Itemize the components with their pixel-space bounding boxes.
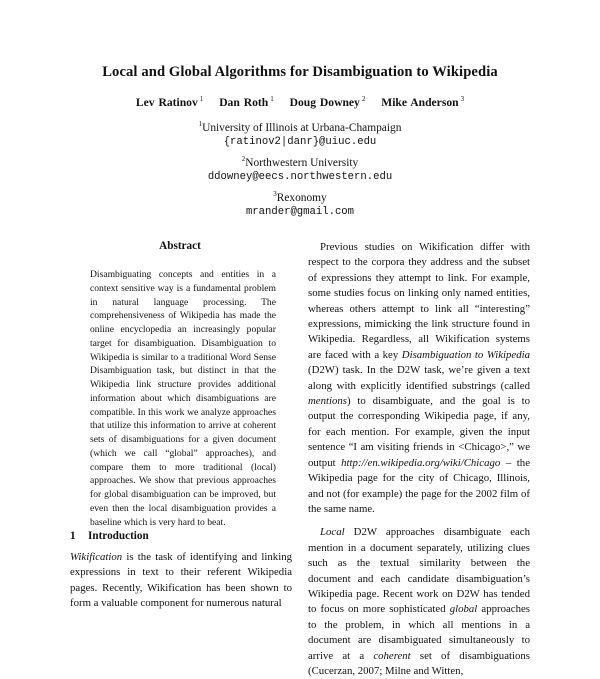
paper-title: Local and Global Algorithms for Disambiguation to Wikipedia [102, 64, 498, 80]
abstract-text: Disambiguating concepts and entities in a context sensitive way is a fundamental problem in natural language processing. The comprehensiveness of Wikipedia has made the online encyclopedia an increasingly popular target for disambiguation. Disambiguation to Wikipedia is similar to a traditional Word Sense Disambiguation task, but distinct in that the Wikipedia link structure provides additional information about which disambiguations are compatible. In this work we analyze approaches that utilize this information to arrive at coherent sets of disambiguations for a given document (which we call “global” approaches), and compare them to more traditional (local) approaches. We show that previous approaches for global disambiguation can be improved, but even then the local disambiguation provides a baseline which is very hard to beat. [90, 269, 276, 528]
affiliation-3-email: mrander@gmail.com [245, 206, 355, 218]
author: Doug Downey $^2$ [289, 95, 366, 109]
right-column [308, 240, 530, 679]
affiliation-2: $^2$Northwestern University [241, 155, 359, 169]
author: Mike Anderson $^3$ [381, 95, 465, 109]
author: Lev Ratinov $^1$ [135, 95, 204, 109]
abstract-heading: Abstract [159, 240, 201, 252]
affiliation-1-email: {ratinov2|danr}@uiuc.edu [223, 136, 377, 148]
paragraph: Previous studies on Wikification differ with respect to the corpora they address and the subset of expressions they attempt to link. For example, some studies focus on linking only named entities, whereas others attempt to link all “interesting” expressions, mimicking the link structure found in Wikipedia. Regardless, all Wikification systems are faced with a key Disambiguation to Wikipedia (D2W) task. In the D2W task, we’re given a text along with explicitly identified substrings (called mentions) to disambiguate, and the goal is to output the corresponding Wikipedia page, if any, for each mention. For example, given the input sentence “I am visiting friends in <Chicago>,” we output http://en.wikipedia.org/wiki/Chicago – the Wikipedia page for the city of Chicago, Illinois, and not (for example) the page for the 2002 film of the same name. [308, 241, 530, 515]
author-list [0, 95, 600, 109]
affiliation-3: $^3$Rexonomy [273, 190, 327, 204]
intro-paragraph: Wikification is the task of identifying and linking expressions in text to their referent Wikipedia pages. Recently, Wikification has been shown to form a valuable component for numerous natural [70, 551, 292, 610]
affiliation-1: $^1$University of Illinois at Urbana-Champaign [198, 120, 402, 134]
example-url: http://en.wikipedia.org/wiki/Chicago [341, 456, 501, 469]
section-heading: 1 Introduction [70, 530, 149, 542]
paragraph: Local D2W approaches disambiguate each mention in a document separately, utilizing clues such as the textual similarity between the document and each candidate disambiguation’s Wikipedia page. Recent work on D2W has tended to focus on more sophisticated global approaches to the problem, in which all mentions in a document are disambiguated simultaneously to arrive at a coherent set of disambiguations (Cucerzan, 2007; Milne and Witten, [308, 526, 530, 677]
affiliation-2-email: ddowney@eecs.northwestern.edu [207, 171, 393, 183]
author: Dan Roth $^1$ [219, 95, 274, 109]
